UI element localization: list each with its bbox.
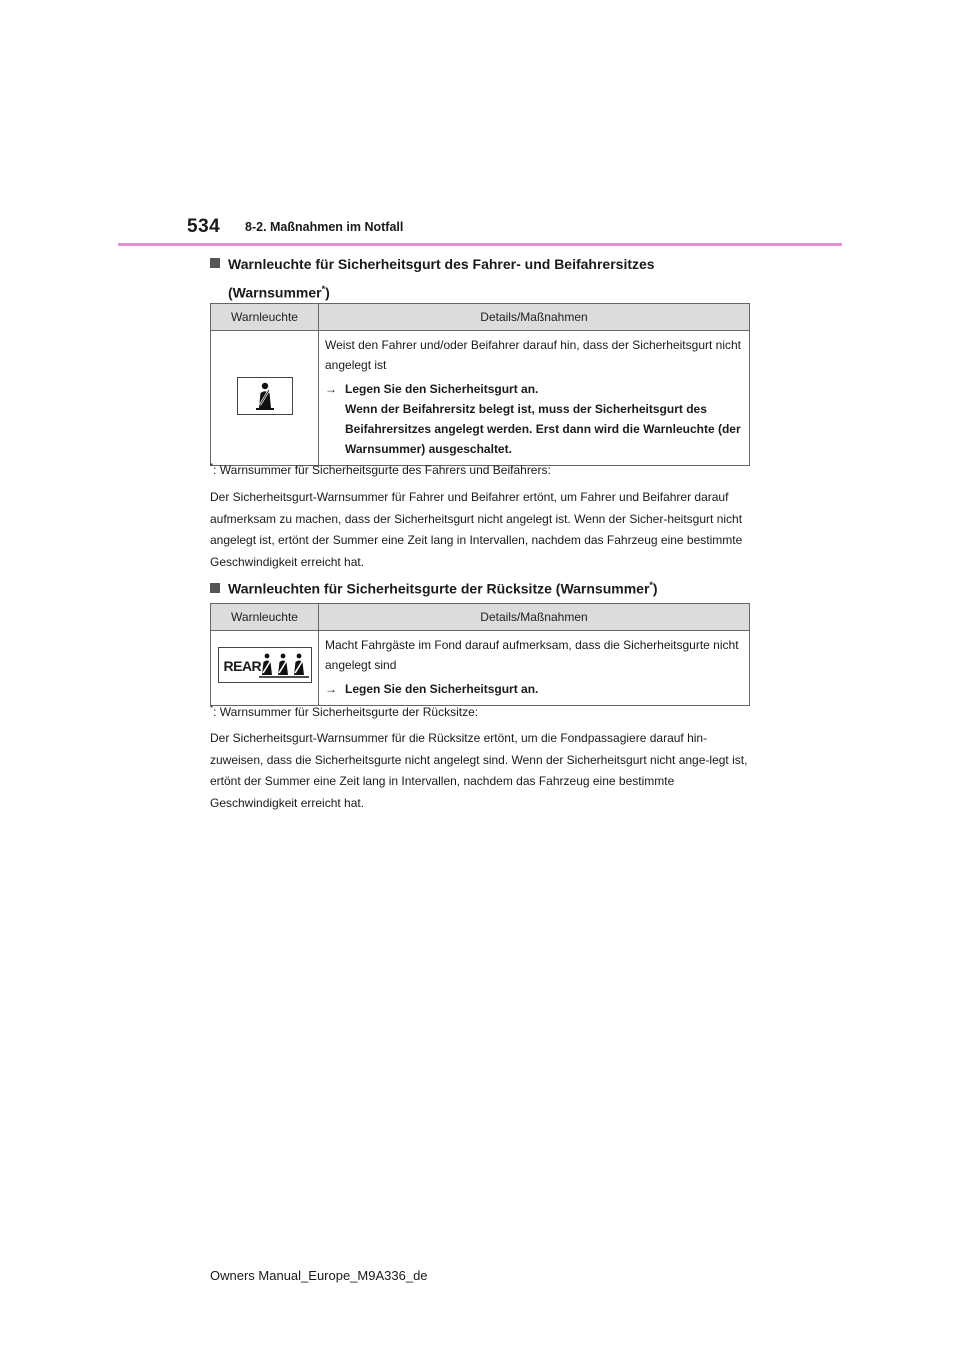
description-text: Weist den Fahrer und/oder Beifahrer darauf hin, dass der Sicherheitsgurt nicht angelegt ist [325, 338, 742, 372]
action-item [325, 679, 743, 699]
footer-text: Owners Manual_Europe_M9A336_de [210, 1268, 428, 1283]
section2-table [210, 603, 750, 706]
action-text: Legen Sie den Sicherheitsgurt an. [345, 382, 539, 396]
page-number: 534 [187, 216, 221, 237]
warning-light-cell [211, 631, 319, 706]
description-text: Macht Fahrgäste im Fond darauf aufmerksam, dass die Sicherheitsgurte nicht angelegt sind [325, 638, 739, 672]
column-header-details: Details/Maßnahmen [319, 604, 750, 631]
action-detail-text: Wenn der Beifahrersitz belegt ist, muss der Sicherheitsgurt des Beifahrersitzes angelegt werden. Erst dann wird die Warnleuchte (der Warnsummer) ausgeschaltet. [345, 402, 741, 456]
section2-footnote: *: Warnsummer für Sicherheitsgurte der Rücksitze: [210, 704, 479, 719]
section2-paragraph: Der Sicherheitsgurt-Warnsummer für die Rücksitze ertönt, um die Fondpassagiere darauf hin-zuweisen, dass die Sicherheitsgurte nicht angelegt sind. Wenn der Sicherheitsgurt nicht ange-legt ist, ertönt der Summer eine Zeit lang in Intervallen, nachdem das Fahrzeug eine bestimmte Geschwindigkeit erreicht hat. [210, 731, 748, 810]
column-header-details: Details/Maßnahmen [319, 304, 750, 331]
action-text: Legen Sie den Sicherheitsgurt an. [345, 682, 539, 696]
chapter-title: 8-2. Maßnahmen im Notfall [245, 220, 404, 234]
section-bullet-icon [210, 258, 220, 268]
rear-seatbelt-warning-icon [218, 647, 312, 683]
seatbelt-warning-icon [237, 377, 293, 415]
column-header-warnleuchte: Warnleuchte [211, 304, 319, 331]
warning-light-cell [211, 331, 319, 466]
details-cell [319, 331, 750, 466]
header-divider [118, 243, 842, 246]
arrow-icon: → [325, 682, 337, 696]
section1-table [210, 303, 750, 466]
section1-title: Warnleuchte für Sicherheitsgurt des Fahrer- und Beifahrersitzes (Warnsummer*) [210, 252, 655, 306]
action-item [325, 379, 743, 459]
section1-footnote: *: Warnsummer für Sicherheitsgurte des Fahrers und Beifahrers: [210, 462, 551, 477]
section2-title: Warnleuchten für Sicherheitsgurte der Rücksitze (Warnsummer*) [210, 573, 658, 602]
arrow-icon: → [325, 382, 337, 396]
section1-paragraph: Der Sicherheitsgurt-Warnsummer für Fahrer und Beifahrer ertönt, um Fahrer und Beifahrer darauf aufmerksam zu machen, dass der Sicherheitsgurt nicht angelegt ist. Wenn der Sicher-heitsgurt nicht angelegt ist, ertönt der Summer eine Zeit lang in Intervallen, nachdem das Fahrzeug eine bestimmte Geschwindigkeit erreicht hat. [210, 490, 743, 569]
rear-label: REAR [223, 658, 262, 674]
details-cell [319, 631, 750, 706]
column-header-warnleuchte: Warnleuchte [211, 604, 319, 631]
section-bullet-icon [210, 583, 220, 593]
